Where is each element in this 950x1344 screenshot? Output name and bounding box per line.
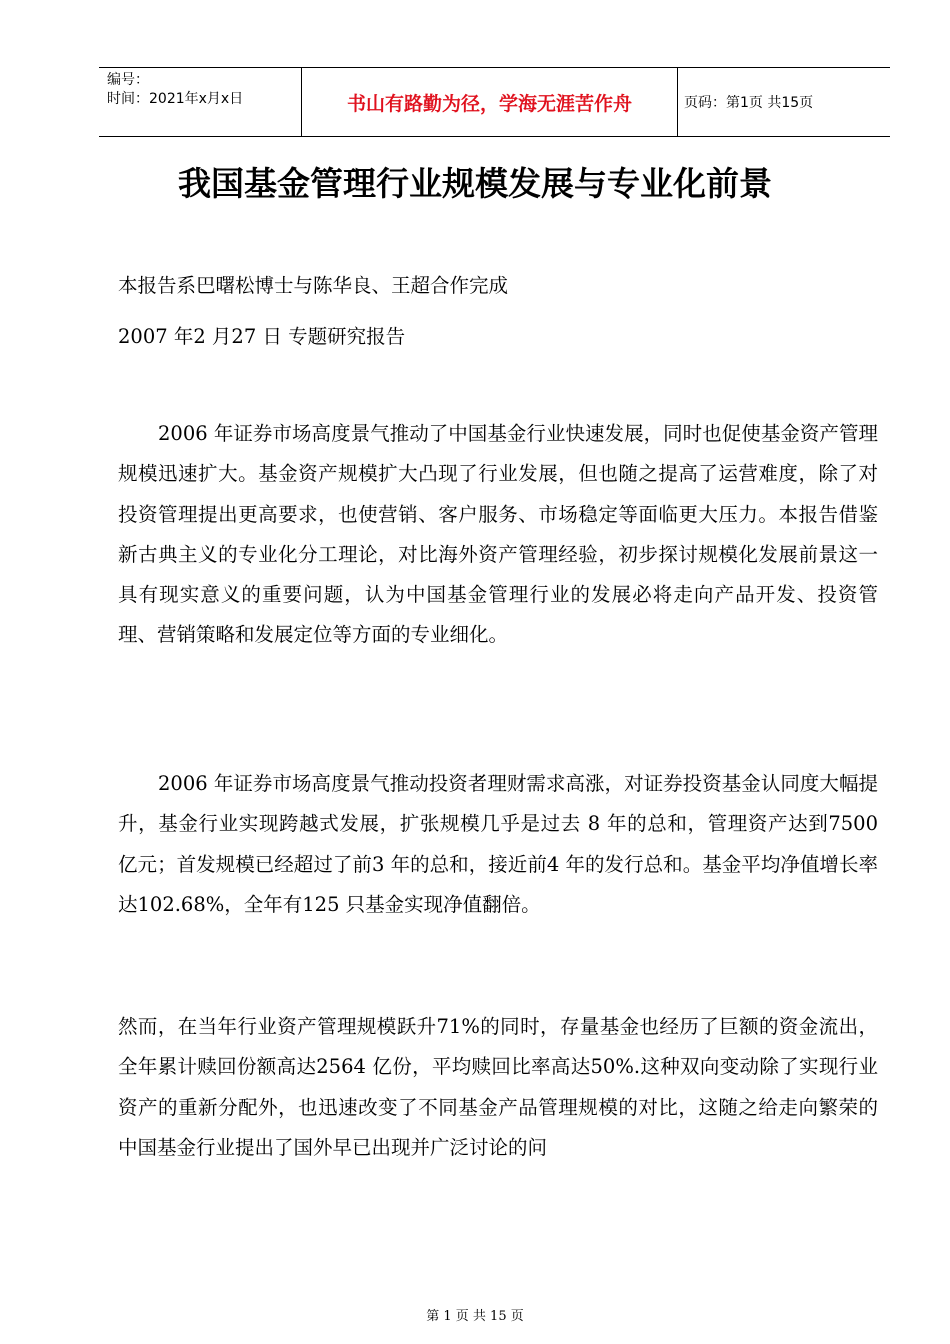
authors-line: 本报告系巴曙松博士与陈华良、王超合作完成: [118, 274, 509, 297]
paragraph-3: 然而，在当年行业资产管理规模跃升71%的同时，存量基金也经历了巨额的资金流出，全年累计赎回份额高达2564 亿份，平均赎回比率高达50%.这种双向变动除了实现行业资产的重新分配外，也迅速改变了不同基金产品管理规模的对比，这随之给走向繁荣的中国基金行业提出了国外早已出现并广泛讨论的问: [118, 1015, 878, 1159]
page-info: 页码：第1页 共15页: [684, 95, 814, 111]
motto: 书山有路勤为径，学海无涯苦作舟: [346, 92, 632, 115]
date-line: 2007 年2 月27 日 专题研究报告: [118, 325, 406, 348]
header-left-cell: [99, 68, 302, 136]
number-label: 编号：: [107, 72, 149, 88]
header-motto-cell: [302, 68, 678, 136]
time-label: 时间：2021年x月x日: [107, 91, 244, 107]
paragraph-2: 2006 年证券市场高度景气推动投资者理财需求高涨，对证券投资基金认同度大幅提升，基金行业实现跨越式发展，扩张规模几乎是过去 8 年的总和，管理资产达到7500 亿元；首发规模已经超过了前3 年的总和，接近前4 年的发行总和。基金平均净值增长率达102.68%，全年有125 只基金实现净值翻倍。: [118, 772, 878, 916]
document-title: 我国基金管理行业规模发展与专业化前景: [178, 164, 772, 203]
paragraph-1: 2006 年证券市场高度景气推动了中国基金行业快速发展，同时也促使基金资产管理规模迅速扩大。基金资产规模扩大凸现了行业发展，但也随之提高了运营难度，除了对投资管理提出更高要求，也使营销、客户服务、市场稳定等面临更大压力。本报告借鉴新古典主义的专业化分工理论，对比海外资产管理经验，初步探讨规模化发展前景这一具有现实意义的重要问题，认为中国基金管理行业的发展必将走向产品开发、投资管理、营销策略和发展定位等方面的专业细化。: [118, 422, 878, 647]
header-table: [99, 67, 890, 137]
page-footer: 第 1 页 共 15 页: [426, 1309, 524, 1324]
